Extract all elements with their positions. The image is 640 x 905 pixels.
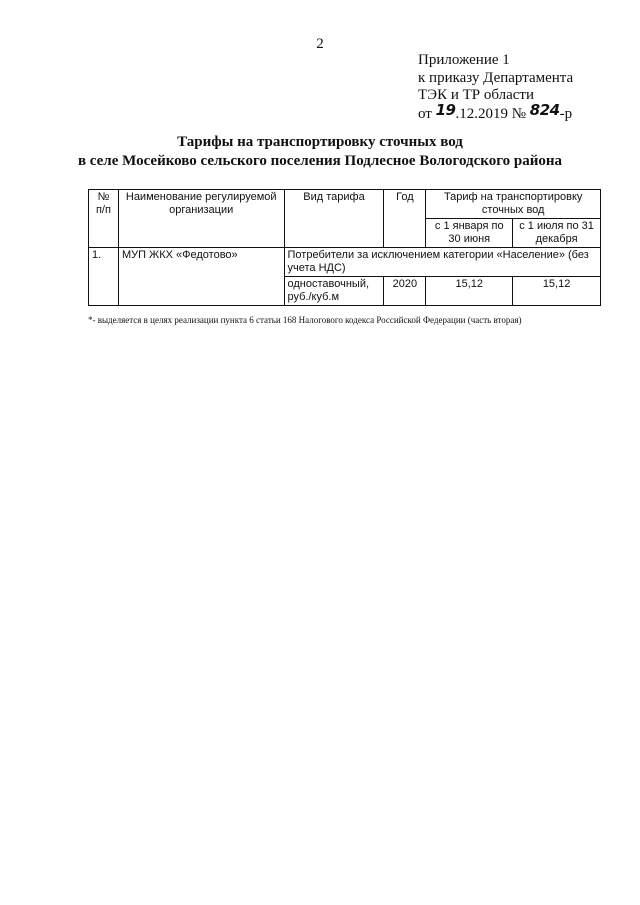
row-value-2: 15,12 bbox=[513, 277, 601, 306]
table-header-row bbox=[89, 190, 601, 219]
appendix-line-2: к приказу Департамента bbox=[418, 69, 574, 86]
page-number: 2 bbox=[316, 36, 324, 52]
appendix-block bbox=[418, 52, 573, 123]
header-num: № п/п bbox=[89, 190, 119, 248]
appendix-date-line bbox=[418, 100, 573, 124]
order-suffix: -р bbox=[559, 105, 573, 122]
header-tariff-group: Тариф на транспортировку сточных вод bbox=[426, 190, 601, 219]
appendix-line-3: ТЭК и ТР области bbox=[418, 87, 534, 103]
date-prefix: от bbox=[418, 105, 436, 122]
header-period-1: с 1 января по 30 июня bbox=[426, 219, 513, 248]
header-organization: Наименование регулируемой организации bbox=[118, 190, 284, 248]
table-row bbox=[89, 248, 601, 277]
footnote: *- выделяется в целях реализации пункта 6 статьи 168 Налогового кодекса Российской Федерации (часть вторая) bbox=[88, 315, 522, 325]
appendix-line-1: Приложение 1 bbox=[418, 52, 510, 68]
row-year: 2020 bbox=[384, 277, 426, 306]
tariff-table bbox=[88, 189, 601, 306]
row-tariff-type: одноставочный, руб./куб.м bbox=[284, 277, 384, 306]
header-year: Год bbox=[384, 190, 426, 248]
header-tariff-type: Вид тарифа bbox=[284, 190, 384, 248]
handwritten-order-number: 824 bbox=[529, 100, 560, 119]
document-title bbox=[0, 133, 640, 171]
handwritten-day: 19 bbox=[435, 100, 456, 119]
row-num: 1. bbox=[89, 248, 119, 306]
title-line-1: Тарифы на транспортировку сточных вод bbox=[177, 134, 463, 150]
row-value-1: 15,12 bbox=[426, 277, 513, 306]
row-organization: МУП ЖКХ «Федотово» bbox=[118, 248, 284, 306]
header-period-2: с 1 июля по 31 декабря bbox=[513, 219, 601, 248]
title-line-2: в селе Мосейково сельского поселения Подлесное Вологодского района bbox=[77, 153, 563, 169]
row-consumer-group: Потребители за исключением категории «Население» (без учета НДС) bbox=[284, 248, 600, 277]
date-rest: .12.2019 № bbox=[455, 105, 530, 122]
